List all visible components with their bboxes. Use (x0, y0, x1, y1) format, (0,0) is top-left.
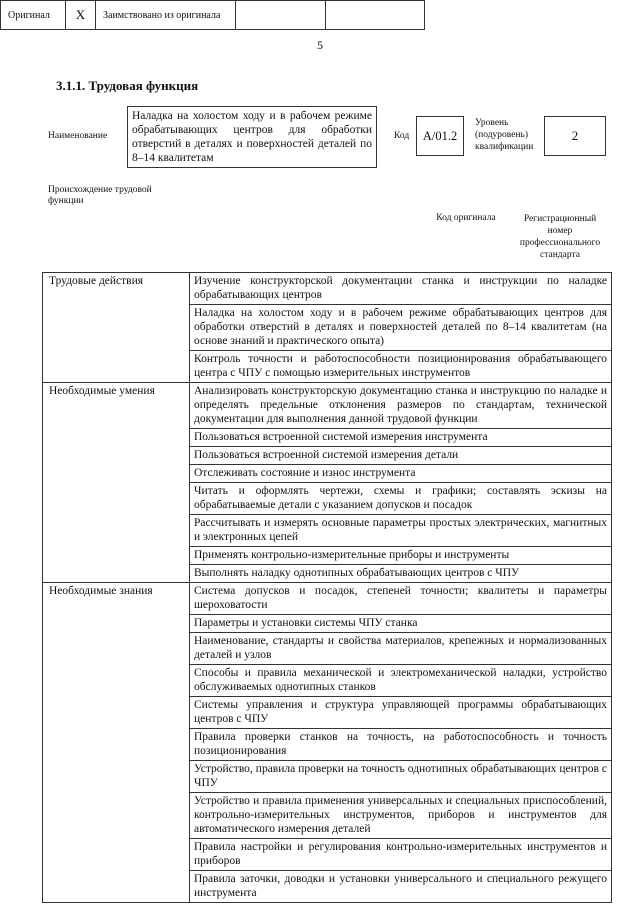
page-number: 5 (317, 38, 323, 52)
table-row (43, 273, 612, 305)
requirement-cell: Правила проверки станков на точность, на работоспособность и точность позиционирования (190, 729, 612, 761)
requirement-cell: Система допусков и посадок, степеней точности; квалитеты и параметры шероховатости (190, 583, 612, 615)
requirement-cell: Контроль точности и работоспособности позиционирования обрабатывающего центра с ЧПУ с помощью измерительных инструментов (190, 351, 612, 383)
table-row (43, 583, 612, 615)
code-origin-cell (236, 1, 326, 29)
level-label: Уровень (подуровень) квалификации (475, 118, 534, 152)
requirement-cell: Пользоваться встроенной системой измерения детали (190, 447, 612, 465)
requirement-cell: Правила заточки, доводки и установки универсального и специального режущего инструмента (190, 871, 612, 903)
requirement-cell: Способы и правила механической и электромеханической наладки, устройство обслуживаемых однотипных станков (190, 665, 612, 697)
original-label: Оригинал (1, 1, 66, 29)
function-name: Наладка на холостом ходу и в рабочем режиме обрабатывающих центров для обработки отверстий в деталях и поверхностей деталей по 8–14 квалитетам (127, 106, 377, 168)
requirement-cell: Анализировать конструкторскую документацию станка и инструкцию по наладке и определять предельные отклонения размеров по стандартам, технической документации для выполнения данной трудовой функции (190, 383, 612, 429)
requirement-cell: Наладка на холостом ходу и в рабочем режиме обрабатывающих центров для обработки отверстий в деталях и поверхностей деталей по 8–14 квалитетам (на основе знаний и практического опыта) (190, 305, 612, 351)
requirement-cell: Устройство, правила проверки на точность однотипных обрабатывающих центров с ЧПУ (190, 761, 612, 793)
reg-number-caption: Регистрационный номер профессионального стандарта (519, 214, 601, 260)
requirement-cell: Пользоваться встроенной системой измерения инструмента (190, 429, 612, 447)
requirement-cell: Системы управления и структура управляющей программы обрабатывающих центров с ЧПУ (190, 697, 612, 729)
borrowed-label: Заимствовано из оригинала (96, 1, 236, 29)
original-mark: X (66, 1, 96, 29)
code-label: Код (394, 131, 410, 141)
table-row (43, 383, 612, 429)
reg-number-cell (326, 1, 424, 29)
section-title: 3.1.1. Трудовая функция (56, 78, 199, 93)
code-origin-caption: Код оригинала (436, 213, 496, 223)
requirement-cell: Выполнять наладку однотипных обрабатывающих центров с ЧПУ (190, 565, 612, 583)
requirement-cell: Наименование, стандарты и свойства материалов, крепежных и нормализованных деталей и узлов (190, 633, 612, 665)
origin-label: Происхождение трудовой функции (48, 185, 152, 206)
requirement-cell: Рассчитывать и измерять основные параметры простых электрических, магнитных и электронных цепей (190, 515, 612, 547)
category-cell: Необходимые умения (43, 383, 190, 583)
requirement-cell: Устройство и правила применения универсальных и специальных приспособлений, контрольно-измерительных инструментов, приборов и инструментов для автоматического измерения деталей (190, 793, 612, 839)
category-cell: Необходимые знания (43, 583, 190, 903)
requirement-cell: Параметры и установки системы ЧПУ станка (190, 615, 612, 633)
category-cell: Трудовые действия (43, 273, 190, 383)
requirement-cell: Правила настройки и регулирования контрольно-измерительных инструментов и приборов (190, 839, 612, 871)
requirement-cell: Читать и оформлять чертежи, схемы и графики; составлять эскизы на обрабатываемые детали с указанием допусков и посадок (190, 483, 612, 515)
requirements-table (42, 272, 612, 903)
origin-row (0, 0, 425, 30)
level-value: 2 (544, 116, 606, 156)
code-value: А/01.2 (416, 116, 464, 156)
name-label: Наименование (48, 131, 108, 141)
requirement-cell: Применять контрольно-измерительные приборы и инструменты (190, 547, 612, 565)
requirement-cell: Отслеживать состояние и износ инструмента (190, 465, 612, 483)
requirement-cell: Изучение конструкторской документации станка и инструкции по наладке обрабатывающих центров (190, 273, 612, 305)
